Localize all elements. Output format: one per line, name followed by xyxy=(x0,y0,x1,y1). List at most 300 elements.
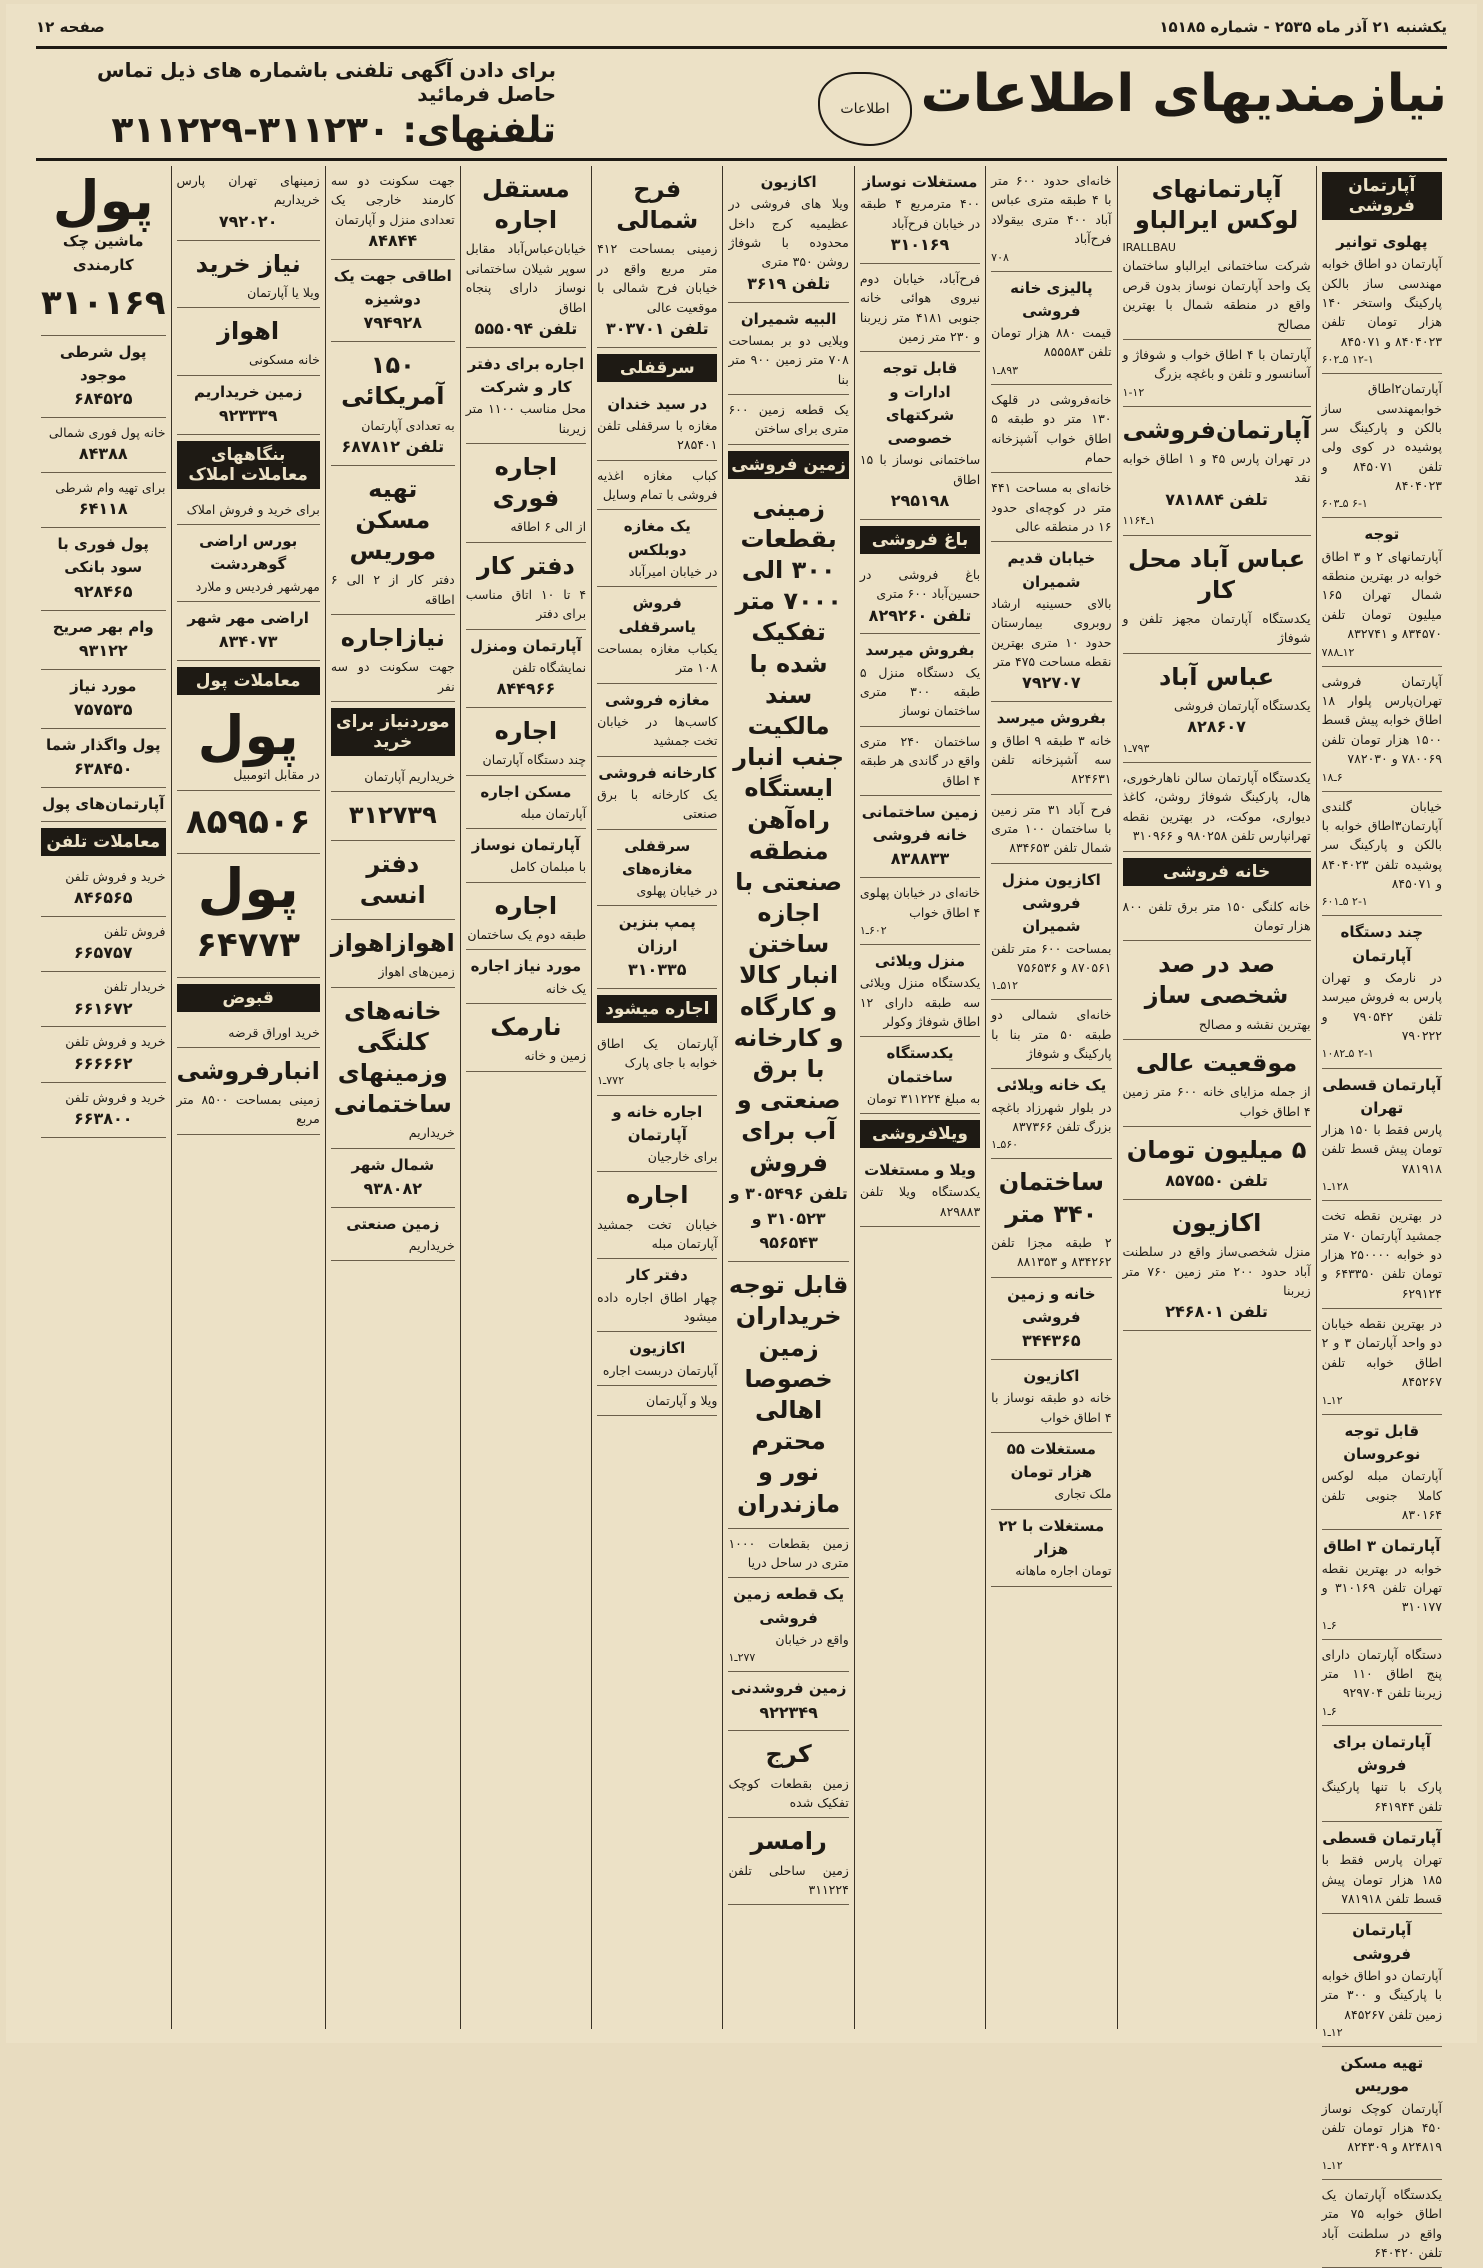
ad-body: زمین و خانه xyxy=(524,1048,587,1064)
classified-ad xyxy=(466,883,586,951)
ad-headline: نیاز خرید xyxy=(195,249,301,278)
ad-body: چند دستگاه آپارتمان xyxy=(482,752,587,768)
classified-ad xyxy=(331,466,455,615)
classified-ad xyxy=(728,1731,848,1818)
classified-ad xyxy=(331,841,455,920)
ad-phone-large: ۶۴۷۷۳ xyxy=(196,924,301,965)
ad-body: خانه مسکونی xyxy=(249,352,320,368)
classified-ad xyxy=(177,241,320,309)
ad-headline: نارمک xyxy=(490,1013,562,1042)
ad-title: اطاقی جهت یک دوشیزه xyxy=(333,266,452,309)
ad-code: ۷۷۲ـ۱ xyxy=(597,1074,624,1088)
ad-headline: آپارتمانهای لوکس ایرالباو xyxy=(1134,175,1299,235)
classified-ad xyxy=(1322,667,1442,792)
ad-body: خانه‌ای حدود ۶۰۰ متر با ۴ طبقه متری عباس آباد ۴۰۰ متری بیقولاد فرح‌آباد xyxy=(991,173,1112,247)
ad-phone: ۶۳۸۴۵۰ xyxy=(73,758,133,778)
ad-title: مستغلات با ۲۲ هزار xyxy=(998,1516,1105,1559)
classified-ad xyxy=(728,395,848,445)
ad-body: خوابه در بهترین نقطه تهران تلفن ۳۱۰۱۶۹ و ۳۱۰۱۷۷ xyxy=(1321,1560,1442,1615)
ad-body: در نارمک و تهران پارس به فروش میرسد تلفن ۷۹۰۵۴۲ و ۷۹۰۲۲۲ xyxy=(1321,969,1442,1044)
ad-title: یک قطعه زمین فروشی xyxy=(733,1585,845,1627)
ad-headline: تهیه مسکن موریس xyxy=(349,474,437,566)
classified-ad xyxy=(1322,1309,1442,1415)
ad-column xyxy=(171,166,325,2029)
ad-code: ۸۹۳ـ۱ xyxy=(991,363,1019,377)
classified-ad xyxy=(1322,374,1442,518)
classified-ad xyxy=(1123,340,1311,407)
classified-ad xyxy=(991,1069,1111,1159)
ad-body: برای تهیه وام شرطی xyxy=(55,480,166,496)
ad-body: در خیابان پهلوی xyxy=(636,883,718,899)
classified-ad xyxy=(1123,1040,1311,1127)
classified-ad xyxy=(860,1154,980,1227)
classified-ad xyxy=(466,1004,586,1072)
ad-body: آپارتمان دربست اجاره xyxy=(602,1362,718,1378)
classified-ad xyxy=(728,1529,848,1579)
section-heading: خانه فروشی xyxy=(1123,858,1311,886)
classified-ad xyxy=(1123,892,1311,942)
section-heading: آپارتمان فروشی xyxy=(1322,172,1442,220)
ad-body: یکدستگاه آپارتمان فروشی xyxy=(1173,697,1311,713)
logo-icon: اطلاعات xyxy=(818,72,912,146)
ad-phone: تلفن ۸۵۷۵۵۰ xyxy=(1165,1171,1268,1191)
ad-title: پهلوی توانیر xyxy=(1336,233,1428,251)
ad-body: پارس فقط با ۱۵۰ هزار تومان پیش قسط تلفن ۷۸۱۹۱۸ xyxy=(1321,1122,1442,1176)
ad-code: ۲-۱ ۵ـ۶۰۱ xyxy=(1321,895,1368,909)
ad-body: آپارتمان دو اطاق خوابه مهندسی ساز بالکن پارکینگ واستخر ۱۴۰ هزار تومان تلفن ۸۴۰۴۰۲۳ و ۸۴۵۰۷۱ xyxy=(1321,256,1442,349)
ad-headline: زمینی بقطعات ۳۰۰ الی ۷۰۰۰ متر تفکیک شده با سند مالکیت جنب انبار ایستگاه راه‌آهن منطقه صنعتی با اجازه ساختن انبار کالا و کارگاه و کارخانه با برق صنعتی و آب برای فروش xyxy=(733,493,844,1177)
contact-block xyxy=(36,58,556,151)
ad-body: خریداریم xyxy=(408,1125,455,1141)
ad-body: آپارتمان با ۴ اطاق خواب و شوفاژ و آسانسور و تلفن و باغچه بزرگ xyxy=(1122,346,1311,382)
ad-body: خانه پول فوری شمالی xyxy=(48,424,166,440)
ad-code: ۲۷۷ـ۱ xyxy=(728,1651,756,1665)
classified-ad xyxy=(597,461,717,511)
ad-body: ۴ تا ۱۰ اتاق مناسب برای دفتر xyxy=(465,586,587,622)
section-heading: باغ فروشی xyxy=(860,526,980,554)
section-heading: بنگاههای معاملات املاک xyxy=(177,441,320,489)
ad-phone-large: ۸۵۹۵۰۶ xyxy=(185,801,311,842)
ad-body: دفتر کار از ۲ الی ۶ اطاقه xyxy=(330,572,455,607)
ad-body: به مبلغ ۳۱۱۲۲۴ تومان xyxy=(866,1090,981,1106)
ad-body: در خیابان امیرآباد xyxy=(628,563,718,579)
classified-ad xyxy=(728,1818,848,1905)
classified-ad xyxy=(331,1208,455,1262)
ad-phone: ۶۶۵۷۵۷ xyxy=(73,943,133,963)
classified-ad xyxy=(991,864,1111,1001)
ad-column xyxy=(460,166,591,2029)
ad-body: ویلا یا آپارتمان xyxy=(247,284,320,300)
classified-ad xyxy=(177,791,320,855)
ad-body: خرید اوراق قرضه xyxy=(228,1024,320,1040)
ad-body: ویلایی دو بر بمساحت ۷۰۸ متر زمین ۹۰۰ متر بنا xyxy=(728,332,849,387)
ad-subtitle: IRALLBAU xyxy=(1122,241,1176,255)
ad-body: زمینی بمساحت ۸۵۰۰ متر مربع xyxy=(176,1092,320,1127)
classified-ad xyxy=(177,854,320,977)
ad-code: ۵۱۲ـ۱ xyxy=(991,979,1019,993)
ad-phone: ۸۴۳۸۸ xyxy=(78,444,128,464)
ad-title: زمین ساختمانی خانه فروشی xyxy=(861,802,979,845)
classified-ad xyxy=(41,166,166,336)
ad-body: خریدار تلفن xyxy=(103,979,166,995)
ad-code: ۲-۱ ۵ـ۱۰۸۲ xyxy=(1321,1047,1374,1061)
page-label: صفحه ۱۲ xyxy=(36,18,105,36)
ad-title: پول فوری با سود بانکی xyxy=(57,535,149,577)
ad-headline: خانه‌های کلنگی وزمینهای ساختمانی xyxy=(333,996,452,1119)
ad-column xyxy=(1117,166,1316,2029)
ad-body: خانه ۳ طبقه ۹ اطاق و سه آشپزخانه تلفن ۸۲۴۶۳۱ xyxy=(991,732,1112,787)
ad-body: خانه‌ای در خیابان پهلوی ۴ اطاق خواب xyxy=(859,885,981,920)
ad-headline: رامسر xyxy=(750,1827,827,1856)
ad-body: برای خارجیان xyxy=(647,1149,718,1165)
ad-phone: ۸۲۸۶۰۷ xyxy=(1187,717,1246,737)
ad-body: زمینی بمساحت ۴۱۲ متر مربع واقع در خیابان فرح شمالی با موقعیت عالی xyxy=(597,241,718,315)
classified-ad xyxy=(991,1000,1111,1069)
ad-title: البیه شمیران xyxy=(740,309,837,328)
contact-phones: تلفنهای: ۳۱۱۲۳۰-۳۱۱۲۲۹ xyxy=(111,110,556,151)
ad-headline-large: پول xyxy=(197,857,299,921)
ad-code: ۱۲-۱ ۵ـ۶۰۲ xyxy=(1321,353,1374,367)
ad-code: ۱-۱۲ xyxy=(1122,385,1145,399)
classified-ad xyxy=(466,776,586,830)
ad-headline: ۱۵۰ آمریکائی xyxy=(341,351,445,411)
ad-body: آپارتمان مبله xyxy=(520,805,587,821)
classified-ad xyxy=(1322,1530,1442,1639)
ad-phone: ۹۲۲۳۴۹ xyxy=(759,1702,818,1722)
ad-code: ۵۶۰ـ۱ xyxy=(991,1138,1019,1152)
masthead xyxy=(36,54,1447,154)
ad-body: زمین‌های اهواز xyxy=(378,964,455,980)
classified-ad xyxy=(1322,1415,1442,1531)
ad-title: منزل ویلائی xyxy=(874,951,966,970)
ad-body: ساختمانی نوساز با ۱۵ اطاق xyxy=(859,452,981,487)
ad-title: مستغلات ۵۵ هزار تومان xyxy=(1006,1439,1096,1482)
ad-title: مستغلات نوساز xyxy=(862,173,978,191)
ad-body: خانه‌ای به مساحت ۴۴۱ متر در کوچه‌ای حدود ۱۶ در منطقه عالی xyxy=(991,480,1112,535)
ad-body: آپارتمان۲اطاق خوابمهندسی ساز بالکن و پارکینگ سر پوشیده در کوی ولی تلفن ۸۴۵۰۷۱ و ۸۴۰۴۰۲۳ xyxy=(1321,381,1442,494)
ad-title: اکازیون xyxy=(760,173,817,191)
ad-title: اکازیون xyxy=(629,1339,686,1358)
classified-ad xyxy=(991,1278,1111,1360)
ad-headline: مستقل اجاره xyxy=(482,175,570,235)
ad-title: اراضی مهر شهر xyxy=(187,608,309,627)
classified-ad xyxy=(728,485,848,1263)
ad-phone: ۷۹۴۹۲۸ xyxy=(363,313,423,333)
classified-ad xyxy=(1322,226,1442,374)
newspaper-page xyxy=(6,4,1477,2260)
classified-ad xyxy=(41,1027,166,1082)
classified-ad xyxy=(177,525,320,602)
ad-body: طبقه دوم یک ساختمان xyxy=(467,927,587,943)
ad-title: کارخانه فروشی xyxy=(598,763,717,782)
ad-body: از جمله مزایای خانه ۶۰۰ متر زمین ۴ اطاق خواب xyxy=(1122,1084,1311,1119)
classified-ad xyxy=(41,917,166,972)
section-heading: سرقفلی xyxy=(597,354,717,382)
classified-ad xyxy=(991,1510,1111,1587)
section-heading: اجاره میشود xyxy=(597,995,717,1023)
section-heading: ویلافروشی xyxy=(860,1120,980,1148)
classified-ad xyxy=(860,796,980,878)
classified-ad xyxy=(1322,1914,1442,2047)
classified-ad xyxy=(331,762,455,792)
ad-phone: ۸۴۸۴۴ xyxy=(368,231,418,251)
ad-title: زمین فروشدنی xyxy=(730,1679,847,1698)
classified-ad xyxy=(597,1172,717,1259)
ad-headline: کرج xyxy=(765,1740,812,1769)
ad-phone: ۸۳۸۸۳۳ xyxy=(890,849,950,869)
ad-body: بهترین نقشه و مصالح xyxy=(1198,1016,1311,1032)
ad-body: خانه‌ای شمالی دو طبقه ۵۰ متر بنا با پارکینگ و شوفاژ xyxy=(991,1007,1112,1062)
ad-phone: ۳۱۰۱۶۹ xyxy=(890,235,950,254)
ad-phone: تلفن ۵۵۵۰۹۴ xyxy=(474,318,578,338)
ad-body: کاسب‌ها در خیابان تخت جمشید xyxy=(597,713,718,749)
ad-title: پالیزی خانه فروشی xyxy=(1010,278,1093,320)
ad-column xyxy=(722,166,853,2029)
ad-body: جهت سکونت دو سه نفر xyxy=(330,659,455,694)
classified-ad xyxy=(597,1259,717,1332)
ad-headline: اجاره xyxy=(494,717,558,746)
classified-ad xyxy=(466,444,586,543)
ad-title: پول شرطی موجود xyxy=(59,342,147,384)
classified-ad xyxy=(1322,1069,1442,1202)
ad-body: ساختمان ۲۴۰ متری واقع در گاندی هر طبقه ۴ اطاق xyxy=(859,733,981,788)
ad-body: مغازه با سرقفلی تلفن ۲۸۵۴۰۱ xyxy=(597,417,718,453)
classified-ad xyxy=(1123,763,1311,852)
ad-headline: اهواز xyxy=(217,317,280,346)
ad-body: باغ فروشی در حسین‌آباد ۶۰۰ متری xyxy=(859,566,981,602)
classified-ad xyxy=(177,376,320,435)
ad-headline: آپارتمان‌فروشی xyxy=(1122,415,1311,444)
ad-body: جهت سکونت دو سه کارمند خارجی یک تعدادی منزل و آپارتمان xyxy=(330,173,455,227)
ad-body: خیابان‌عباس‌آباد مقابل سوپر شیلان ساختمانی نوساز دارای پنجاه اطاق xyxy=(465,241,587,315)
classified-ad xyxy=(466,829,586,883)
classified-ad xyxy=(466,950,586,1004)
ad-title: زمین خریداریم xyxy=(193,382,303,401)
classified-ad xyxy=(331,615,455,702)
classified-ad xyxy=(41,473,166,528)
ad-phone: تلفن ۷۸۱۸۸۴ xyxy=(1165,489,1268,509)
classified-ad xyxy=(991,166,1111,272)
classified-ad xyxy=(177,1048,320,1135)
ad-title: خانه و زمین فروشی xyxy=(1007,1284,1096,1326)
ad-body: خیابان تخت جمشید آپارتمان مبله xyxy=(597,1216,718,1251)
classified-ad xyxy=(1322,518,1442,666)
classified-ad xyxy=(1322,1822,1442,1914)
classified-ad xyxy=(41,788,166,822)
classified-ad xyxy=(728,1262,848,1529)
ad-title: سرقفلی مغازه‌های xyxy=(621,836,693,878)
ad-phone: ۹۲۸۴۶۵ xyxy=(73,581,133,601)
ad-headline: ۳۱۲۷۳۹ xyxy=(348,801,437,830)
classified-ad xyxy=(1322,1640,1442,1726)
ad-headline: عباس آباد xyxy=(1158,662,1275,691)
classified-ad xyxy=(597,906,717,988)
classified-ad xyxy=(1123,1127,1311,1200)
ad-body: خانه‌فروشی در قلهک ۱۳۰ متر دو طبقه ۵ اطاق خواب آشپزخانه حمام xyxy=(991,391,1112,465)
ad-title: بفروش میرسد xyxy=(865,641,975,660)
classified-ad xyxy=(860,560,980,635)
ad-body: فروش تلفن xyxy=(103,924,166,940)
classified-ad xyxy=(860,166,980,264)
ad-column xyxy=(854,166,985,2029)
classified-ad xyxy=(331,792,455,840)
classified-ad xyxy=(991,542,1111,702)
ad-phone: ۸۴۴۹۶۶ xyxy=(496,679,556,699)
ad-column xyxy=(1316,166,1447,2260)
ad-body: یکدستگاه آپارتمان سالن ناهارخوری، هال، پارکینگ شوفاژ روشن، کاغذ دیواری، موکت، در بهترین نقطه تهرانپارس تلفن ۹۸۰۲۵۸ و ۳۱۰۹۶۶ xyxy=(1122,770,1311,844)
ad-title: دفتر کار xyxy=(626,1266,688,1285)
ad-title: خیابان قدیم شمیران xyxy=(1007,549,1096,591)
ad-headline-large: پول xyxy=(197,704,299,768)
ad-phone: تلفن ۶۸۷۸۱۲ xyxy=(341,436,445,456)
ad-title: ویلا و مستغلات xyxy=(864,1161,976,1180)
classified-ad xyxy=(331,988,455,1149)
classified-ad xyxy=(466,708,586,776)
classified-ad xyxy=(1123,166,1311,340)
ad-headline: ۵ میلیون تومان xyxy=(1126,1135,1307,1164)
ad-headline: قابل توجه خریداران زمین خصوصا اهالی محترم نور و مازندران xyxy=(728,1271,849,1518)
ad-title: آپارتمان ۳ اطاق xyxy=(1323,1537,1441,1556)
ad-body: در بهترین نقطه خیابان دو واحد آپارتمان ۳ و ۲ اطاق خوابه تلفن ۸۴۵۲۶۷ xyxy=(1321,1316,1443,1390)
page-header-line xyxy=(36,18,1447,40)
ad-body: ویلا و آپارتمان xyxy=(646,1392,718,1408)
classified-ad xyxy=(41,418,166,473)
classified-ad xyxy=(41,862,166,917)
ad-phone: ۳۴۴۳۶۵ xyxy=(1022,1331,1081,1351)
ad-title: آپارتمان قسطی xyxy=(1322,1829,1442,1848)
ad-title: یک خانه ویلائی xyxy=(996,1076,1107,1095)
section-heading: قبوض xyxy=(177,984,320,1012)
ad-column xyxy=(36,166,171,2029)
ad-body: دستگاه آپارتمان دارای پنج اطاق ۱۱۰ متر زیربنا تلفن ۹۲۹۷۰۴ xyxy=(1321,1646,1442,1701)
ad-column xyxy=(325,166,460,2029)
ad-body: خرید و فروش تلفن xyxy=(65,1089,166,1105)
ad-title: قابل توجه ادارات و شرکتهای خصوصی xyxy=(882,359,958,448)
ad-title: وام بهر صریح xyxy=(52,617,154,636)
classified-ad xyxy=(991,1433,1111,1510)
ad-phone: تلفن ۸۲۹۲۶۰ xyxy=(868,605,972,625)
classified-ad xyxy=(466,348,586,444)
ad-body: قیمت ۸۸۰ هزار تومان تلفن ۸۵۵۵۸۳ xyxy=(991,325,1112,360)
classified-ad xyxy=(597,1029,717,1096)
ad-body: در تهران پارس ۴۵ و ۱ اطاق خوابه نقد xyxy=(1122,450,1311,486)
ad-body: خریداریم آپارتمان xyxy=(364,769,455,785)
classified-ad xyxy=(177,166,320,241)
ad-body: زمین بقطعات کوچک تفکیک شده xyxy=(728,1775,849,1810)
ad-column xyxy=(985,166,1116,2029)
ad-body: آپارتمان دو اطاق خوابه با پارکینگ و ۳۰۰ متر زمین تلفن ۸۴۵۲۶۷ xyxy=(1321,1967,1442,2022)
masthead-rule xyxy=(36,158,1447,161)
ad-title: آپارتمان نوساز xyxy=(471,836,581,855)
ad-title: آپارتمان ومنزل xyxy=(470,636,582,655)
classified-ad xyxy=(597,587,717,683)
ad-title: یکدستگاه ساختمان xyxy=(886,1044,954,1086)
ad-body: ویلا های فروشی در عظیمیه کرج داخل محدوده با شوفاژ روشن ۳۵۰ متری xyxy=(728,196,849,270)
ad-headline: ساختمان ۳۴۰ متر xyxy=(998,1168,1104,1228)
classified-ad xyxy=(466,630,586,708)
ad-headline: موقعیت عالی xyxy=(1135,1049,1298,1078)
ad-phone: ۸۴۶۵۶۵ xyxy=(73,888,133,908)
ad-body: فرح‌آباد، خیابان دوم نیروی هوائی خانه جنوبی ۴۱۸۱ متر زیربنا و ۲۳۰ متر زمین xyxy=(859,270,981,344)
ad-body: یک خانه xyxy=(545,980,587,996)
ad-phone: تلفن ۲۴۶۸۰۱ xyxy=(1165,1302,1268,1322)
classified-ad xyxy=(1322,2180,1442,2268)
classified-ad xyxy=(331,166,455,260)
ad-phone: ۲۹۵۱۹۸ xyxy=(890,491,950,511)
ad-body: یک کارخانه با برق صنعتی xyxy=(597,786,718,822)
classified-ad xyxy=(597,510,717,587)
ad-code: ۶ـ۱۸ xyxy=(1321,770,1343,784)
ad-code: ۱۲ـ۱ xyxy=(1321,2158,1343,2172)
classified-ad xyxy=(597,1096,717,1173)
ad-body: از الی ۶ اطاقه xyxy=(510,519,587,535)
ad-body: یکباب مغازه بمساحت ۱۰۸ متر xyxy=(597,640,718,676)
ad-title: پمپ بنزین ارزان xyxy=(618,913,696,955)
ad-headline-large: پول xyxy=(52,169,154,232)
classified-ad xyxy=(41,670,166,729)
ad-title: شمال شهر xyxy=(351,1155,435,1174)
classified-ad xyxy=(41,528,166,610)
ad-title: اکازیون منزل فروشی شمیران xyxy=(1001,870,1101,936)
ad-phone: تلفن ۳۶۱۹ xyxy=(747,273,831,293)
ad-body: محل مناسب ۱۱۰۰ متر زیربنا xyxy=(465,401,587,436)
section-heading: زمین فروشی xyxy=(728,451,848,479)
ad-body: با مبلمان کامل xyxy=(510,859,587,875)
classified-ad xyxy=(1123,1200,1311,1331)
ad-title: تهیه مسکن موریس xyxy=(1340,2054,1424,2096)
ad-body: پارک با تنها پارکینگ تلفن ۶۴۱۹۴۴ xyxy=(1321,1779,1442,1814)
ad-code: ۱۲ـ۱ xyxy=(1321,1393,1343,1407)
classified-ad xyxy=(991,473,1111,542)
ad-title: پول واگذار شما xyxy=(45,735,161,754)
ad-phone: ۳۱۰۳۳۵ xyxy=(627,959,687,979)
ad-code: ۱ـ۱۱۶۴ xyxy=(1122,514,1156,528)
ad-body: یکدستگاه آپارتمان مجهز تلفن و شوفاژ xyxy=(1122,610,1311,646)
classified-ad xyxy=(177,495,320,525)
classified-ad xyxy=(1322,916,1442,1068)
ad-phone-large: ۳۱۰۱۶۹ xyxy=(40,282,166,323)
ad-code: ۱۲ـ۱ xyxy=(1321,2026,1343,2040)
ad-headline: اجاره فوری xyxy=(492,452,560,513)
ad-body: فرح آباد ۳۱ متر زمین با ساختمان ۱۰۰ متری شمال تلفن ۸۳۴۶۵۳ xyxy=(991,801,1112,856)
classified-ad xyxy=(1123,654,1311,763)
ad-body: آپارتمان یک اطاق خوابه با جای پارک xyxy=(597,1035,718,1071)
classified-ad xyxy=(597,684,717,757)
ad-title: یک مغازه دوبلکس xyxy=(623,517,691,559)
classified-ad xyxy=(991,702,1111,794)
ad-title: مورد نیاز اجاره xyxy=(470,957,582,976)
ad-body: مهرشهر فردیس و ملارد xyxy=(195,578,320,594)
ad-body: ملک تجاری xyxy=(1054,1486,1112,1502)
classified-ad xyxy=(331,1149,455,1208)
classified-ad xyxy=(177,1018,320,1048)
ad-body: خانه کلنگی ۱۵۰ متر برق تلفن ۸۰۰ هزار تومان xyxy=(1122,898,1311,933)
classified-ad xyxy=(991,1360,1111,1433)
ad-phone: ۶۶۶۶۶۲ xyxy=(73,1053,133,1073)
ad-body: کباب مغازه اغذیه فروشی با تمام وسایل xyxy=(597,467,718,503)
ad-body: منزل شخصی‌ساز واقع در سلطنت آباد حدود ۲۰۰ متر زمین ۷۶۰ متر زیربنا xyxy=(1122,1244,1311,1298)
ad-title: آپارتمان برای فروش xyxy=(1332,1732,1431,1775)
classified-ad xyxy=(597,830,717,907)
classified-ad xyxy=(1123,941,1311,1040)
ad-title: مسکن اجاره xyxy=(480,782,572,801)
ad-phone: ۶۸۴۵۲۵ xyxy=(73,389,133,409)
ad-body: برای خرید و فروش املاک xyxy=(186,501,320,517)
classified-ad xyxy=(41,972,166,1027)
ad-title: چند دستگاه آپارتمان xyxy=(1340,923,1424,965)
classified-ad xyxy=(991,385,1111,474)
ad-phone: ۹۲۳۳۳۹ xyxy=(218,405,278,425)
